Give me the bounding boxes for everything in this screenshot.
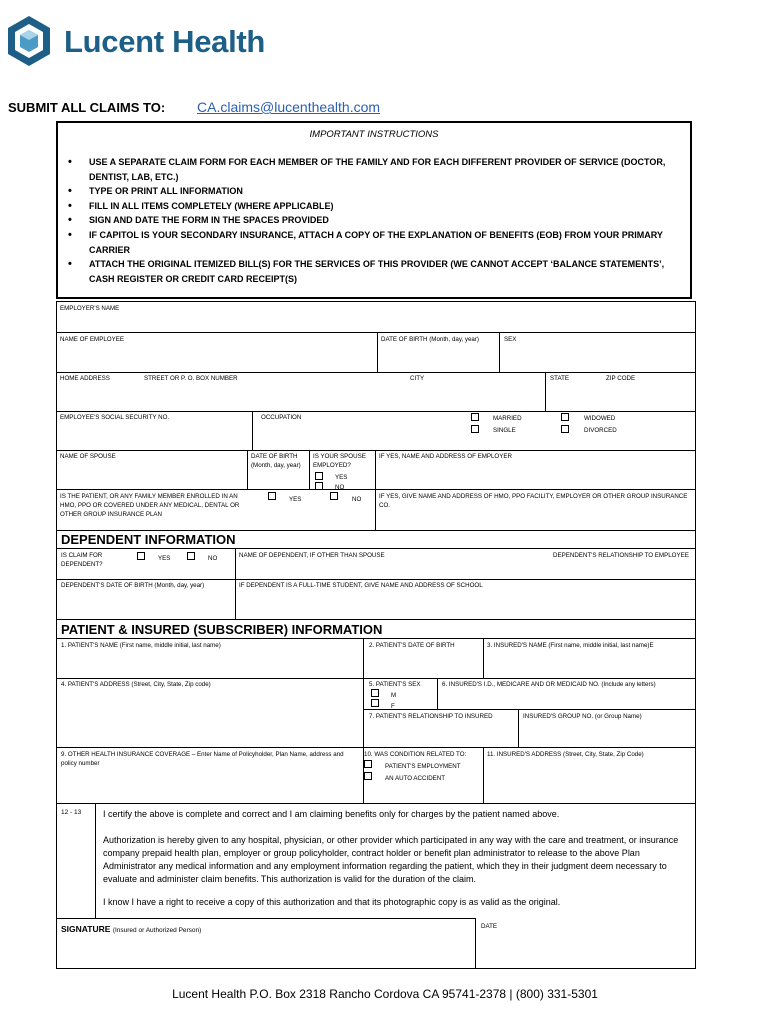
certify-text: I certify the above is complete and correct and I am claiming benefits only for charges by the patient named above.	[103, 809, 560, 819]
copy-right-text: I know I have a right to receive a copy of this authorization and that its photographic copy is as valid as the original.	[103, 897, 561, 907]
instruction-item: • TYPE OR PRINT ALL INFORMATION	[66, 184, 682, 199]
patient-sex-f-checkbox[interactable]	[371, 699, 379, 707]
other-coverage-label: 9. OTHER HEALTH INSURANCE COVERAGE – Enter Name of Policyholder, Plan Name, address and policy number	[61, 751, 344, 767]
home-address-label: HOME ADDRESS	[60, 375, 110, 382]
instructions-list	[66, 155, 682, 286]
instruction-item: • SIGN AND DATE THE FORM IN THE SPACES PROVIDED	[66, 213, 682, 228]
spouse-employed-no-label: NO	[335, 484, 345, 491]
items-12-13-label: 12 - 13	[61, 809, 82, 816]
instruction-item: • FILL IN ALL ITEMS COMPLETELY (WHERE APPLICABLE)	[66, 199, 682, 214]
spouse-employed-yes-label: YES	[335, 474, 348, 481]
patient-sex-m-label: M	[391, 692, 397, 699]
state-label: STATE	[550, 375, 570, 382]
condition-related-label: 10. WAS CONDITION RELATED TO:	[364, 751, 467, 758]
enrolled-no-checkbox[interactable]	[330, 492, 338, 500]
spouse-employed-yes-checkbox[interactable]	[315, 472, 323, 480]
instructions-title: IMPORTANT INSTRUCTIONS	[309, 129, 439, 140]
instruction-item: • USE A SEPARATE CLAIM FORM FOR EACH MEMBER OF THE FAMILY AND FOR EACH DIFFERENT PROVIDER OF SERVICE (DOCTOR, DENTIST, LAB, ETC.)	[66, 155, 682, 184]
signature-note: (Insured or Authorized Person)	[112, 927, 202, 934]
single-checkbox[interactable]	[471, 425, 479, 433]
employee-name-label: NAME OF EMPLOYEE	[60, 336, 124, 343]
dependent-no-label: NO	[208, 555, 218, 562]
insured-name-label: 3. INSURED'S NAME (First name, middle initial, last name)E	[487, 642, 654, 649]
street-label: STREET OR P. O. BOX NUMBER	[144, 375, 238, 382]
spouse-name-label: NAME OF SPOUSE	[60, 453, 116, 460]
submit-claims-label: SUBMIT ALL CLAIMS TO:	[8, 100, 166, 115]
auto-accident-checkbox[interactable]	[364, 772, 372, 780]
enrolled-yes-label: YES	[289, 496, 302, 503]
employer-name-label: EMPLOYER'S NAME	[60, 305, 120, 312]
insured-address-label: 11. INSURED'S ADDRESS (Street, City, State, Zip Code)	[487, 751, 644, 758]
spouse-employed-no-checkbox[interactable]	[315, 482, 323, 490]
dependent-yes-checkbox[interactable]	[137, 552, 145, 560]
patient-address-label: 4. PATIENT'S ADDRESS (Street, City, State, Zip code)	[61, 681, 211, 688]
patient-sex-f-label: F	[391, 703, 395, 710]
instruction-item: • ATTACH THE ORIGINAL ITEMIZED BILL(S) FOR THE SERVICES OF THIS PROVIDER (WE CANNOT ACCEPT ‘BALANCE STATEMENTS’, CASH REGISTER OR CREDIT CARD RECEIPT(S)	[66, 257, 682, 286]
employment-checkbox[interactable]	[364, 760, 372, 768]
enrolled-question-label: IS THE PATIENT, OR ANY FAMILY MEMBER ENROLLED IN AN HMO, PPO OR COVERED UNDER ANY MEDICAL, DENTAL OR OTHER GROUP INSURANCE PLAN	[60, 493, 240, 518]
employer-address-label: IF YES, NAME AND ADDRESS OF EMPLOYER	[379, 453, 512, 460]
authorization-text: Authorization is hereby given to any hospital, physician, or other provider which participated in any way with the care and treatment, or insurance company prepaid health plan, employer or group policyholder, contract holder or benefit plan administrator to release to the above Plan Administrator any medical information and any employment information regarding the patient, which they in their judgment deem necessary to evaluate and administer claim benefits. This authorization is valid for the duration of the claim.	[103, 835, 679, 884]
divorced-checkbox[interactable]	[561, 425, 569, 433]
hmo-detail-label: IF YES, GIVE NAME AND ADDRESS OF HMO, PPO FACILITY, EMPLOYER OR OTHER GROUP INSURANCE CO.	[379, 493, 688, 509]
dependent-section-title: DEPENDENT INFORMATION	[61, 532, 236, 547]
ssn-label: EMPLOYEE'S SOCIAL SECURITY NO.	[60, 414, 170, 421]
instructions-box	[56, 121, 692, 299]
dependent-student-label: IF DEPENDENT IS A FULL-TIME STUDENT, GIVE NAME AND ADDRESS OF SCHOOL	[239, 582, 483, 589]
claim-for-dependent-label: IS CLAIM FOR DEPENDENT?	[61, 552, 103, 568]
employment-label: PATIENT'S EMPLOYMENT	[385, 763, 461, 770]
dependent-yes-label: YES	[158, 555, 171, 562]
dependent-no-checkbox[interactable]	[187, 552, 195, 560]
enrolled-no-label: NO	[352, 496, 362, 503]
patient-name-label: 1. PATIENT'S NAME (First name, middle initial, last name)	[61, 642, 221, 649]
insured-id-label: 6. INSURED'S I.D., MEDICARE AND OR MEDICAID NO. (Include any letters)	[442, 681, 656, 688]
patient-sex-m-checkbox[interactable]	[371, 689, 379, 697]
instruction-item: • IF CAPITOL IS YOUR SECONDARY INSURANCE, ATTACH A COPY OF THE EXPLANATION OF BENEFITS (EOB) FROM YOUR PRIMARY CARRIER	[66, 228, 682, 257]
employee-dob-label: DATE OF BIRTH (Month, day, year)	[381, 336, 479, 343]
date-field-label: DATE	[481, 923, 498, 930]
spouse-dob-label: DATE OF BIRTH (Month, day, year)	[251, 453, 301, 469]
patient-dob-label: 2. PATIENT'S DATE OF BIRTH	[369, 642, 455, 649]
widowed-checkbox[interactable]	[561, 413, 569, 421]
widowed-label: WIDOWED	[584, 415, 616, 422]
city-label: CITY	[410, 375, 425, 382]
married-checkbox[interactable]	[471, 413, 479, 421]
signature-label: SIGNATURE	[61, 924, 111, 934]
claim-form	[56, 301, 696, 969]
married-label: MARRIED	[493, 415, 522, 422]
claims-email-link[interactable]: CA.claims@lucenthealth.com	[197, 99, 381, 115]
lucent-health-logo-icon	[6, 14, 52, 68]
footer-address: Lucent Health P.O. Box 2318 Rancho Cordova CA 95741-2378 | (800) 331-5301	[172, 987, 598, 1001]
auto-accident-label: AN AUTO ACCIDENT	[385, 775, 446, 782]
dependent-name-label: NAME OF DEPENDENT, IF OTHER THAN SPOUSE	[239, 552, 385, 559]
zip-label: ZIP CODE	[606, 375, 636, 382]
enrolled-yes-checkbox[interactable]	[268, 492, 276, 500]
patient-sex-label: 5. PATIENT'S SEX	[369, 681, 421, 688]
logo-text: Lucent Health	[64, 24, 266, 59]
insured-group-label: INSURED'S GROUP NO. (or Group Name)	[523, 713, 642, 720]
dependent-relationship-label: DEPENDENT'S RELATIONSHIP TO EMPLOYEE	[553, 552, 689, 559]
spouse-employed-label: IS YOUR SPOUSE EMPLOYED?	[313, 453, 366, 469]
occupation-label: OCCUPATION	[261, 414, 302, 421]
employee-sex-label: SEX	[504, 336, 517, 343]
divorced-label: DIVORCED	[584, 427, 617, 434]
patient-relationship-label: 7. PATIENT'S RELATIONSHIP TO INSURED	[369, 713, 493, 720]
single-label: SINGLE	[493, 427, 516, 434]
signature-field[interactable]	[61, 924, 201, 934]
dependent-dob-label: DEPENDENT'S DATE OF BIRTH (Month, day, year)	[61, 582, 205, 589]
patient-section-title: PATIENT & INSURED (SUBSCRIBER) INFORMATION	[61, 622, 383, 637]
